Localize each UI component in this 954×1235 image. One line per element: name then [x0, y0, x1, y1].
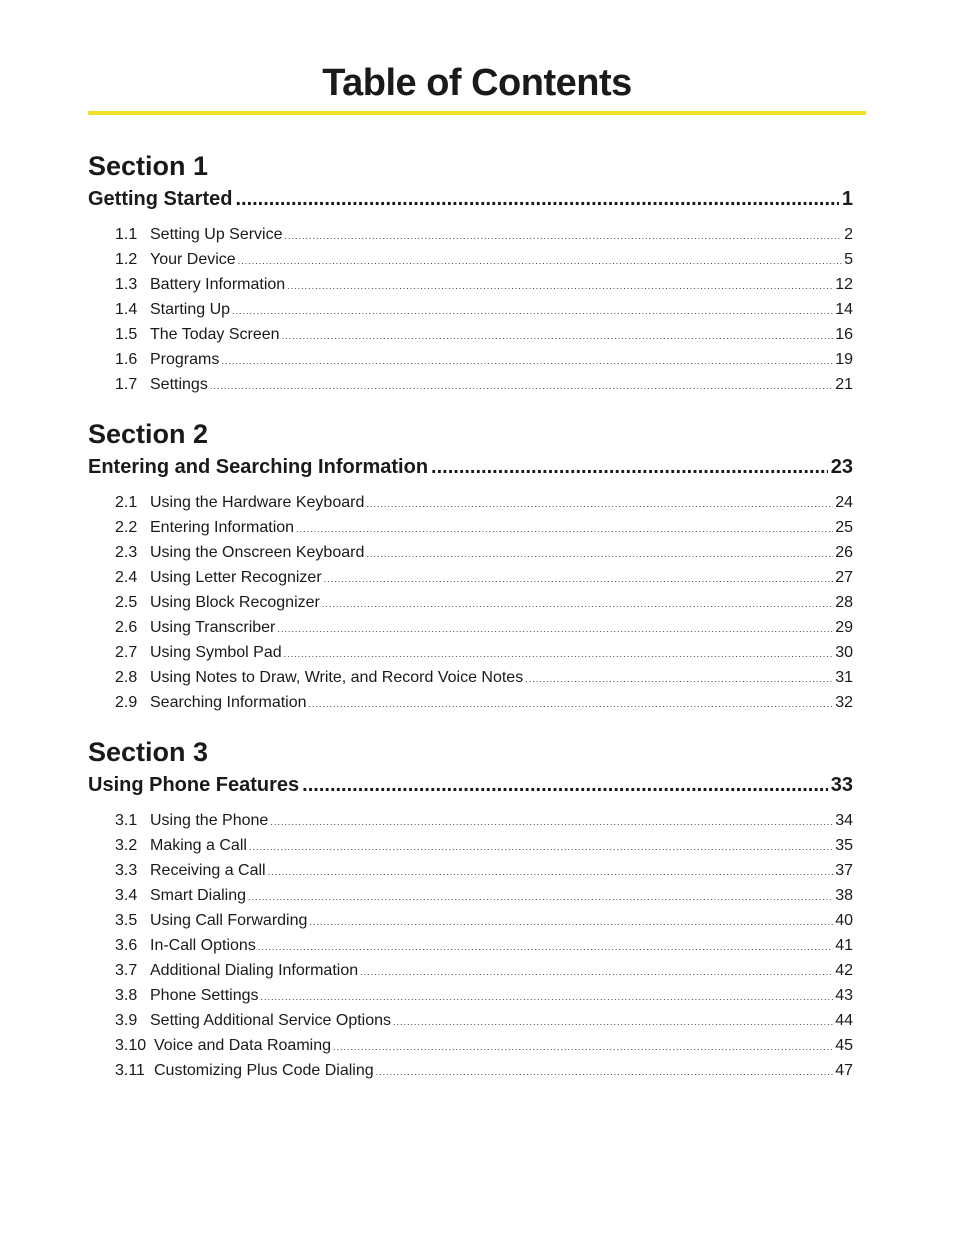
entry-page: 47 [835, 1062, 853, 1079]
entry-page: 35 [835, 837, 853, 854]
toc-entry[interactable] [88, 372, 853, 397]
toc-entry[interactable] [88, 322, 853, 347]
dot-leader [268, 860, 834, 885]
dot-leader [431, 452, 828, 482]
toc-entry[interactable] [88, 690, 853, 715]
section-heading: Section 3 [88, 737, 209, 767]
toc-entry[interactable] [88, 1008, 853, 1033]
entry-page: 29 [835, 619, 853, 636]
entry-page: 16 [835, 326, 853, 343]
entry-title: Receiving a Call [150, 862, 266, 879]
dot-leader [309, 692, 834, 717]
section-heading: Section 2 [88, 419, 209, 449]
toc-entry[interactable] [88, 640, 853, 665]
toc-entry[interactable] [88, 808, 853, 833]
dot-leader [393, 1010, 833, 1035]
toc-entry[interactable] [88, 1033, 853, 1058]
dot-leader [235, 184, 838, 214]
section-1 [88, 148, 853, 397]
dot-leader [324, 567, 834, 592]
entry-number: 2.7 [115, 644, 138, 661]
toc-entry[interactable] [88, 908, 853, 933]
dot-leader [238, 249, 842, 274]
section-2 [88, 416, 853, 715]
chapter-title: Using Phone Features [88, 774, 300, 796]
entry-title: Using Transcriber [150, 619, 276, 636]
entry-title: Entering Information [150, 519, 295, 536]
toc-entry[interactable] [88, 222, 853, 247]
entry-number: 3.10 [115, 1037, 147, 1054]
dot-leader [376, 1060, 834, 1085]
entry-page: 26 [835, 544, 853, 561]
entry-page: 21 [835, 376, 853, 393]
entry-title: Using the Onscreen Keyboard [150, 544, 365, 561]
entry-title: Battery Information [150, 276, 286, 293]
dot-leader [270, 810, 833, 835]
entry-number: 3.4 [115, 887, 138, 904]
entry-title: Setting Up Service [150, 226, 283, 243]
entry-number: 2.5 [115, 594, 138, 611]
entry-number: 1.6 [115, 351, 138, 368]
entry-page: 43 [835, 987, 853, 1004]
entry-number: 2.1 [115, 494, 138, 511]
entry-title: Phone Settings [150, 987, 259, 1004]
dot-leader [366, 542, 833, 567]
entry-number: 3.3 [115, 862, 138, 879]
toc-entry[interactable] [88, 540, 853, 565]
entry-page: 38 [835, 887, 853, 904]
toc-entry[interactable] [88, 272, 853, 297]
toc-entry[interactable] [88, 983, 853, 1008]
entry-title: Customizing Plus Code Dialing [154, 1062, 374, 1079]
entry-title: Using the Phone [150, 812, 269, 829]
dot-leader [249, 835, 833, 860]
entry-title: Programs [150, 351, 220, 368]
dot-leader [210, 374, 833, 399]
chapter-page: 33 [830, 774, 853, 796]
entry-page: 27 [835, 569, 853, 586]
entry-page: 32 [835, 694, 853, 711]
entry-number: 2.4 [115, 569, 138, 586]
entry-number: 1.7 [115, 376, 138, 393]
toc-entry[interactable] [88, 958, 853, 983]
toc-entry[interactable] [88, 1058, 853, 1083]
dot-leader [258, 935, 833, 960]
dot-leader [248, 885, 833, 910]
toc-entry[interactable] [88, 933, 853, 958]
entry-page: 44 [835, 1012, 853, 1029]
entry-title: Making a Call [150, 837, 247, 854]
section-3 [88, 734, 853, 1083]
dot-leader [322, 592, 833, 617]
toc-entry[interactable] [88, 858, 853, 883]
entry-number: 1.5 [115, 326, 138, 343]
chapter-row[interactable] [88, 452, 853, 482]
entry-page: 24 [835, 494, 853, 511]
entry-page: 45 [835, 1037, 853, 1054]
entry-page: 30 [835, 644, 853, 661]
entry-number: 2.8 [115, 669, 138, 686]
page-title: Table of Contents [322, 62, 632, 104]
entry-title: The Today Screen [150, 326, 280, 343]
entry-page: 31 [835, 669, 853, 686]
entry-number: 1.2 [115, 251, 138, 268]
entry-title: Using Call Forwarding [150, 912, 308, 929]
section-heading: Section 1 [88, 151, 209, 181]
entry-list [88, 222, 853, 397]
entry-title: Settings [150, 376, 208, 393]
chapter-page: 23 [830, 456, 853, 478]
entry-page: 19 [835, 351, 853, 368]
entry-number: 3.9 [115, 1012, 138, 1029]
entry-list [88, 808, 853, 1083]
dot-leader [333, 1035, 833, 1060]
entry-page: 40 [835, 912, 853, 929]
entry-page: 14 [835, 301, 853, 318]
entry-title: Using Symbol Pad [150, 644, 282, 661]
toc-entry[interactable] [88, 297, 853, 322]
entry-list [88, 490, 853, 715]
entry-number: 3.7 [115, 962, 138, 979]
entry-page: 12 [835, 276, 853, 293]
toc-entry[interactable] [88, 490, 853, 515]
chapter-page: 1 [841, 188, 853, 210]
entry-number: 1.4 [115, 301, 138, 318]
dot-leader [261, 985, 834, 1010]
dot-leader [366, 492, 833, 517]
entry-title: Your Device [150, 251, 236, 268]
entry-title: Setting Additional Service Options [150, 1012, 392, 1029]
entry-number: 2.3 [115, 544, 138, 561]
entry-title: Smart Dialing [150, 887, 247, 904]
entry-title: Additional Dialing Information [150, 962, 359, 979]
dot-leader [525, 667, 833, 692]
entry-page: 2 [844, 226, 853, 243]
toc-entry[interactable] [88, 590, 853, 615]
toc-entry[interactable] [88, 515, 853, 540]
entry-number: 3.5 [115, 912, 138, 929]
entry-number: 1.3 [115, 276, 138, 293]
entry-page: 41 [835, 937, 853, 954]
dot-leader [309, 910, 833, 935]
toc-entry[interactable] [88, 665, 853, 690]
dot-leader [221, 349, 833, 374]
toc-entry[interactable] [88, 615, 853, 640]
dot-leader [296, 517, 833, 542]
toc-entry[interactable] [88, 883, 853, 908]
dot-leader [277, 617, 833, 642]
entry-number: 3.1 [115, 812, 138, 829]
entry-title: Using Block Recognizer [150, 594, 320, 611]
entry-number: 2.2 [115, 519, 138, 536]
dot-leader [282, 324, 834, 349]
entry-title: Voice and Data Roaming [154, 1037, 331, 1054]
chapter-title: Getting Started [88, 188, 233, 210]
entry-page: 28 [835, 594, 853, 611]
entry-title: Starting Up [150, 301, 231, 318]
dot-leader [287, 274, 833, 299]
toc-entry[interactable] [88, 833, 853, 858]
entry-title: Using the Hardware Keyboard [150, 494, 365, 511]
entry-page: 37 [835, 862, 853, 879]
toc-entry[interactable] [88, 565, 853, 590]
dot-leader [285, 224, 843, 249]
entry-number: 2.6 [115, 619, 138, 636]
entry-page: 5 [844, 251, 853, 268]
chapter-row[interactable] [88, 770, 853, 800]
entry-title: Using Notes to Draw, Write, and Record Voice Notes [150, 669, 524, 686]
dot-leader [232, 299, 833, 324]
entry-number: 3.2 [115, 837, 138, 854]
title-rule [88, 111, 866, 115]
chapter-row[interactable] [88, 184, 853, 214]
entry-number: 3.6 [115, 937, 138, 954]
entry-number: 3.8 [115, 987, 138, 1004]
entry-title: Using Letter Recognizer [150, 569, 322, 586]
entry-title: In-Call Options [150, 937, 256, 954]
entry-title: Searching Information [150, 694, 307, 711]
entry-number: 2.9 [115, 694, 138, 711]
entry-page: 25 [835, 519, 853, 536]
dot-leader [360, 960, 833, 985]
entry-number: 3.11 [115, 1062, 145, 1079]
toc-entry[interactable] [88, 347, 853, 372]
chapter-title: Entering and Searching Information [88, 456, 429, 478]
toc-entry[interactable] [88, 247, 853, 272]
entry-page: 34 [835, 812, 853, 829]
entry-page: 42 [835, 962, 853, 979]
entry-number: 1.1 [115, 226, 138, 243]
dot-leader [284, 642, 834, 667]
dot-leader [302, 770, 828, 800]
